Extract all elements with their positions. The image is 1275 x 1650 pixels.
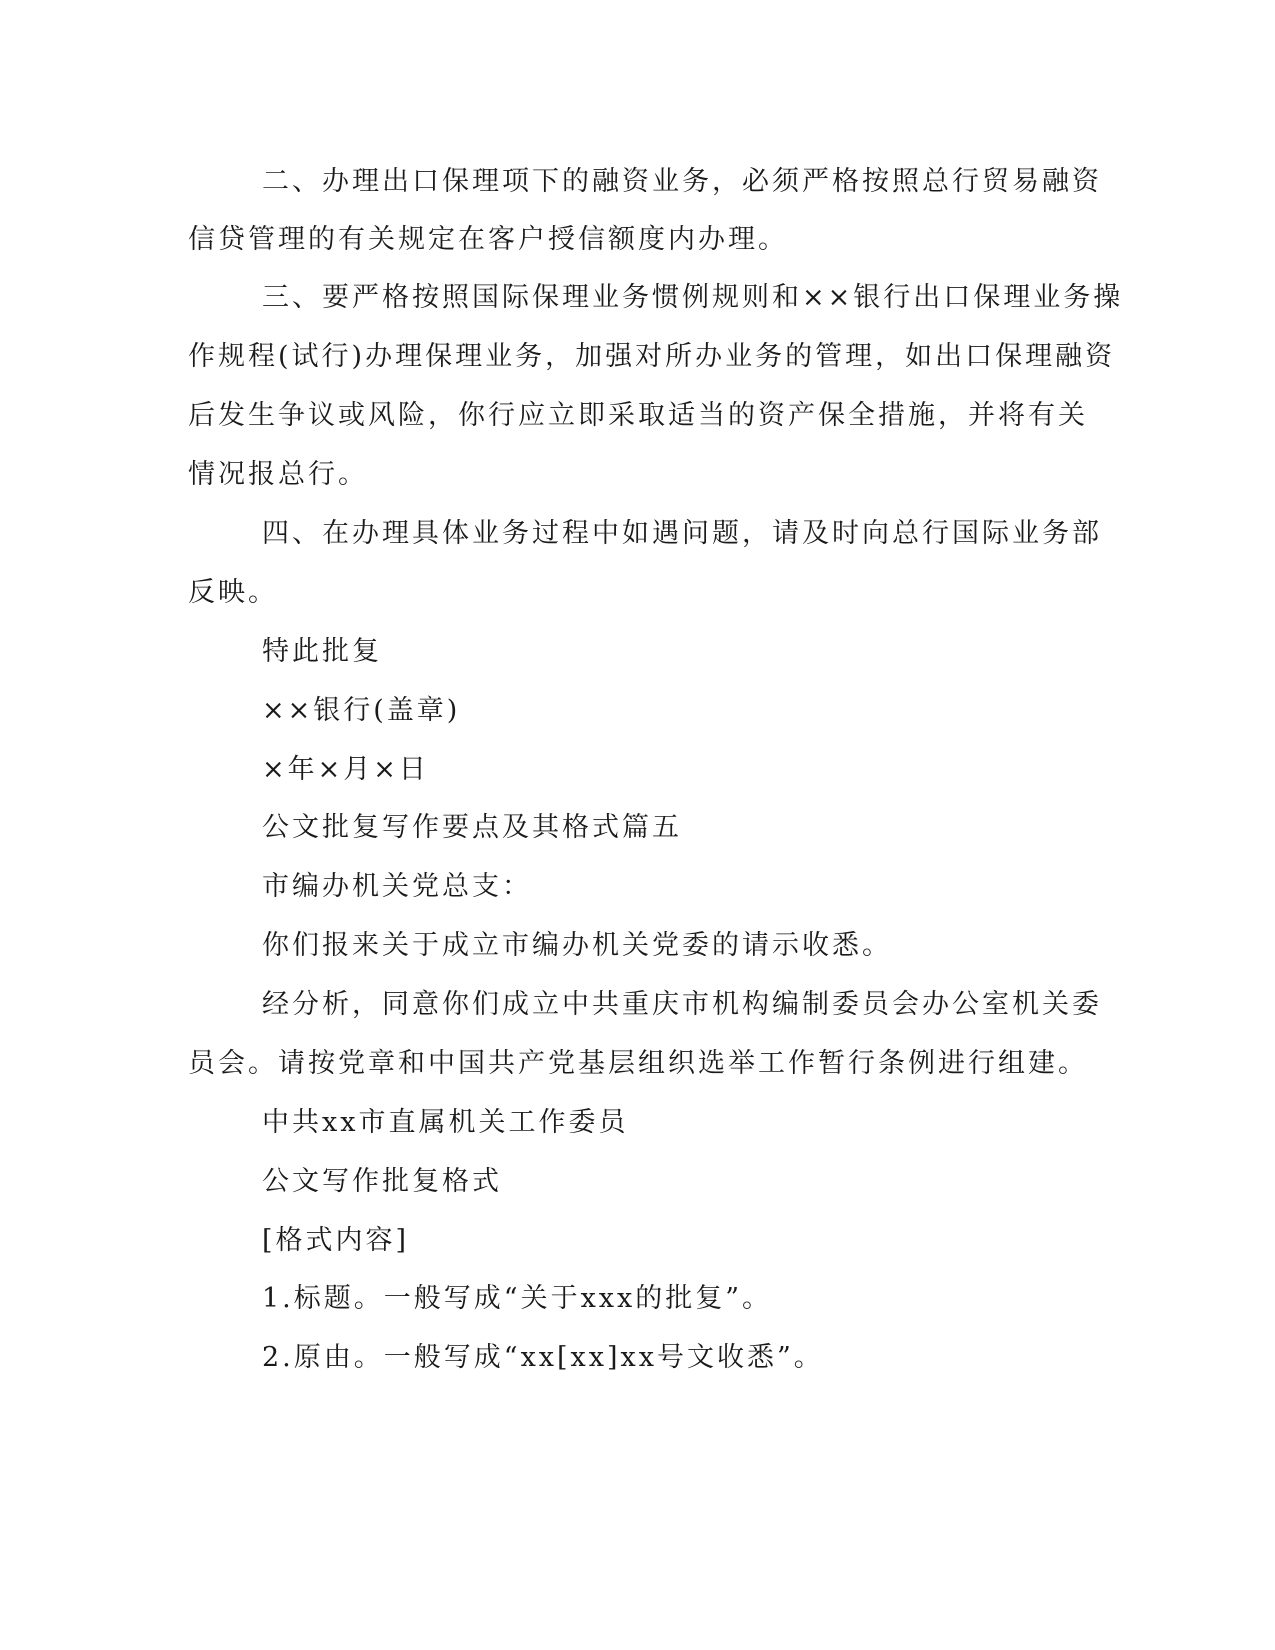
paragraph-line: 中共xx市直属机关工作委员 xyxy=(262,1107,629,1138)
section-heading: 公文批复写作要点及其格式篇五 xyxy=(262,812,682,843)
list-item: 1.标题。一般写成“关于xxx的批复”。 xyxy=(262,1283,773,1314)
paragraph-line: 经分析，同意你们成立中共重庆市机构编制委员会办公室机关委 xyxy=(262,989,1102,1020)
paragraph-line: 二、办理出口保理项下的融资业务，必须严格按照总行贸易融资 xyxy=(262,166,1102,197)
date-line: ×年×月×日 xyxy=(262,754,429,785)
paragraph-line: 作规程(试行)办理保理业务，加强对所办业务的管理，如出口保理融资 xyxy=(188,341,1116,372)
paragraph-line: 信贷管理的有关规定在客户授信额度内办理。 xyxy=(188,224,788,255)
paragraph-line: 三、要严格按照国际保理业务惯例规则和××银行出口保理业务操 xyxy=(262,282,1124,313)
paragraph-line: 你们报来关于成立市编办机关党委的请示收悉。 xyxy=(262,930,892,961)
paragraph-line: 四、在办理具体业务过程中如遇问题，请及时向总行国际业务部 xyxy=(262,518,1102,549)
section-heading: 公文写作批复格式 xyxy=(262,1166,502,1197)
paragraph-line: 市编办机关党总支： xyxy=(262,871,532,902)
paragraph-line: [格式内容] xyxy=(262,1225,410,1256)
paragraph-line: 后发生争议或风险，你行应立即采取适当的资产保全措施，并将有关 xyxy=(188,400,1088,431)
paragraph-line: 情况报总行。 xyxy=(188,459,368,490)
paragraph-line: 反映。 xyxy=(188,577,278,608)
paragraph-line: 特此批复 xyxy=(262,636,382,667)
signature-line: ××银行(盖章) xyxy=(262,695,461,726)
paragraph-line: 员会。请按党章和中国共产党基层组织选举工作暂行条例进行组建。 xyxy=(188,1048,1088,1079)
list-item: 2.原由。一般写成“xx[xx]xx号文收悉”。 xyxy=(262,1342,824,1373)
